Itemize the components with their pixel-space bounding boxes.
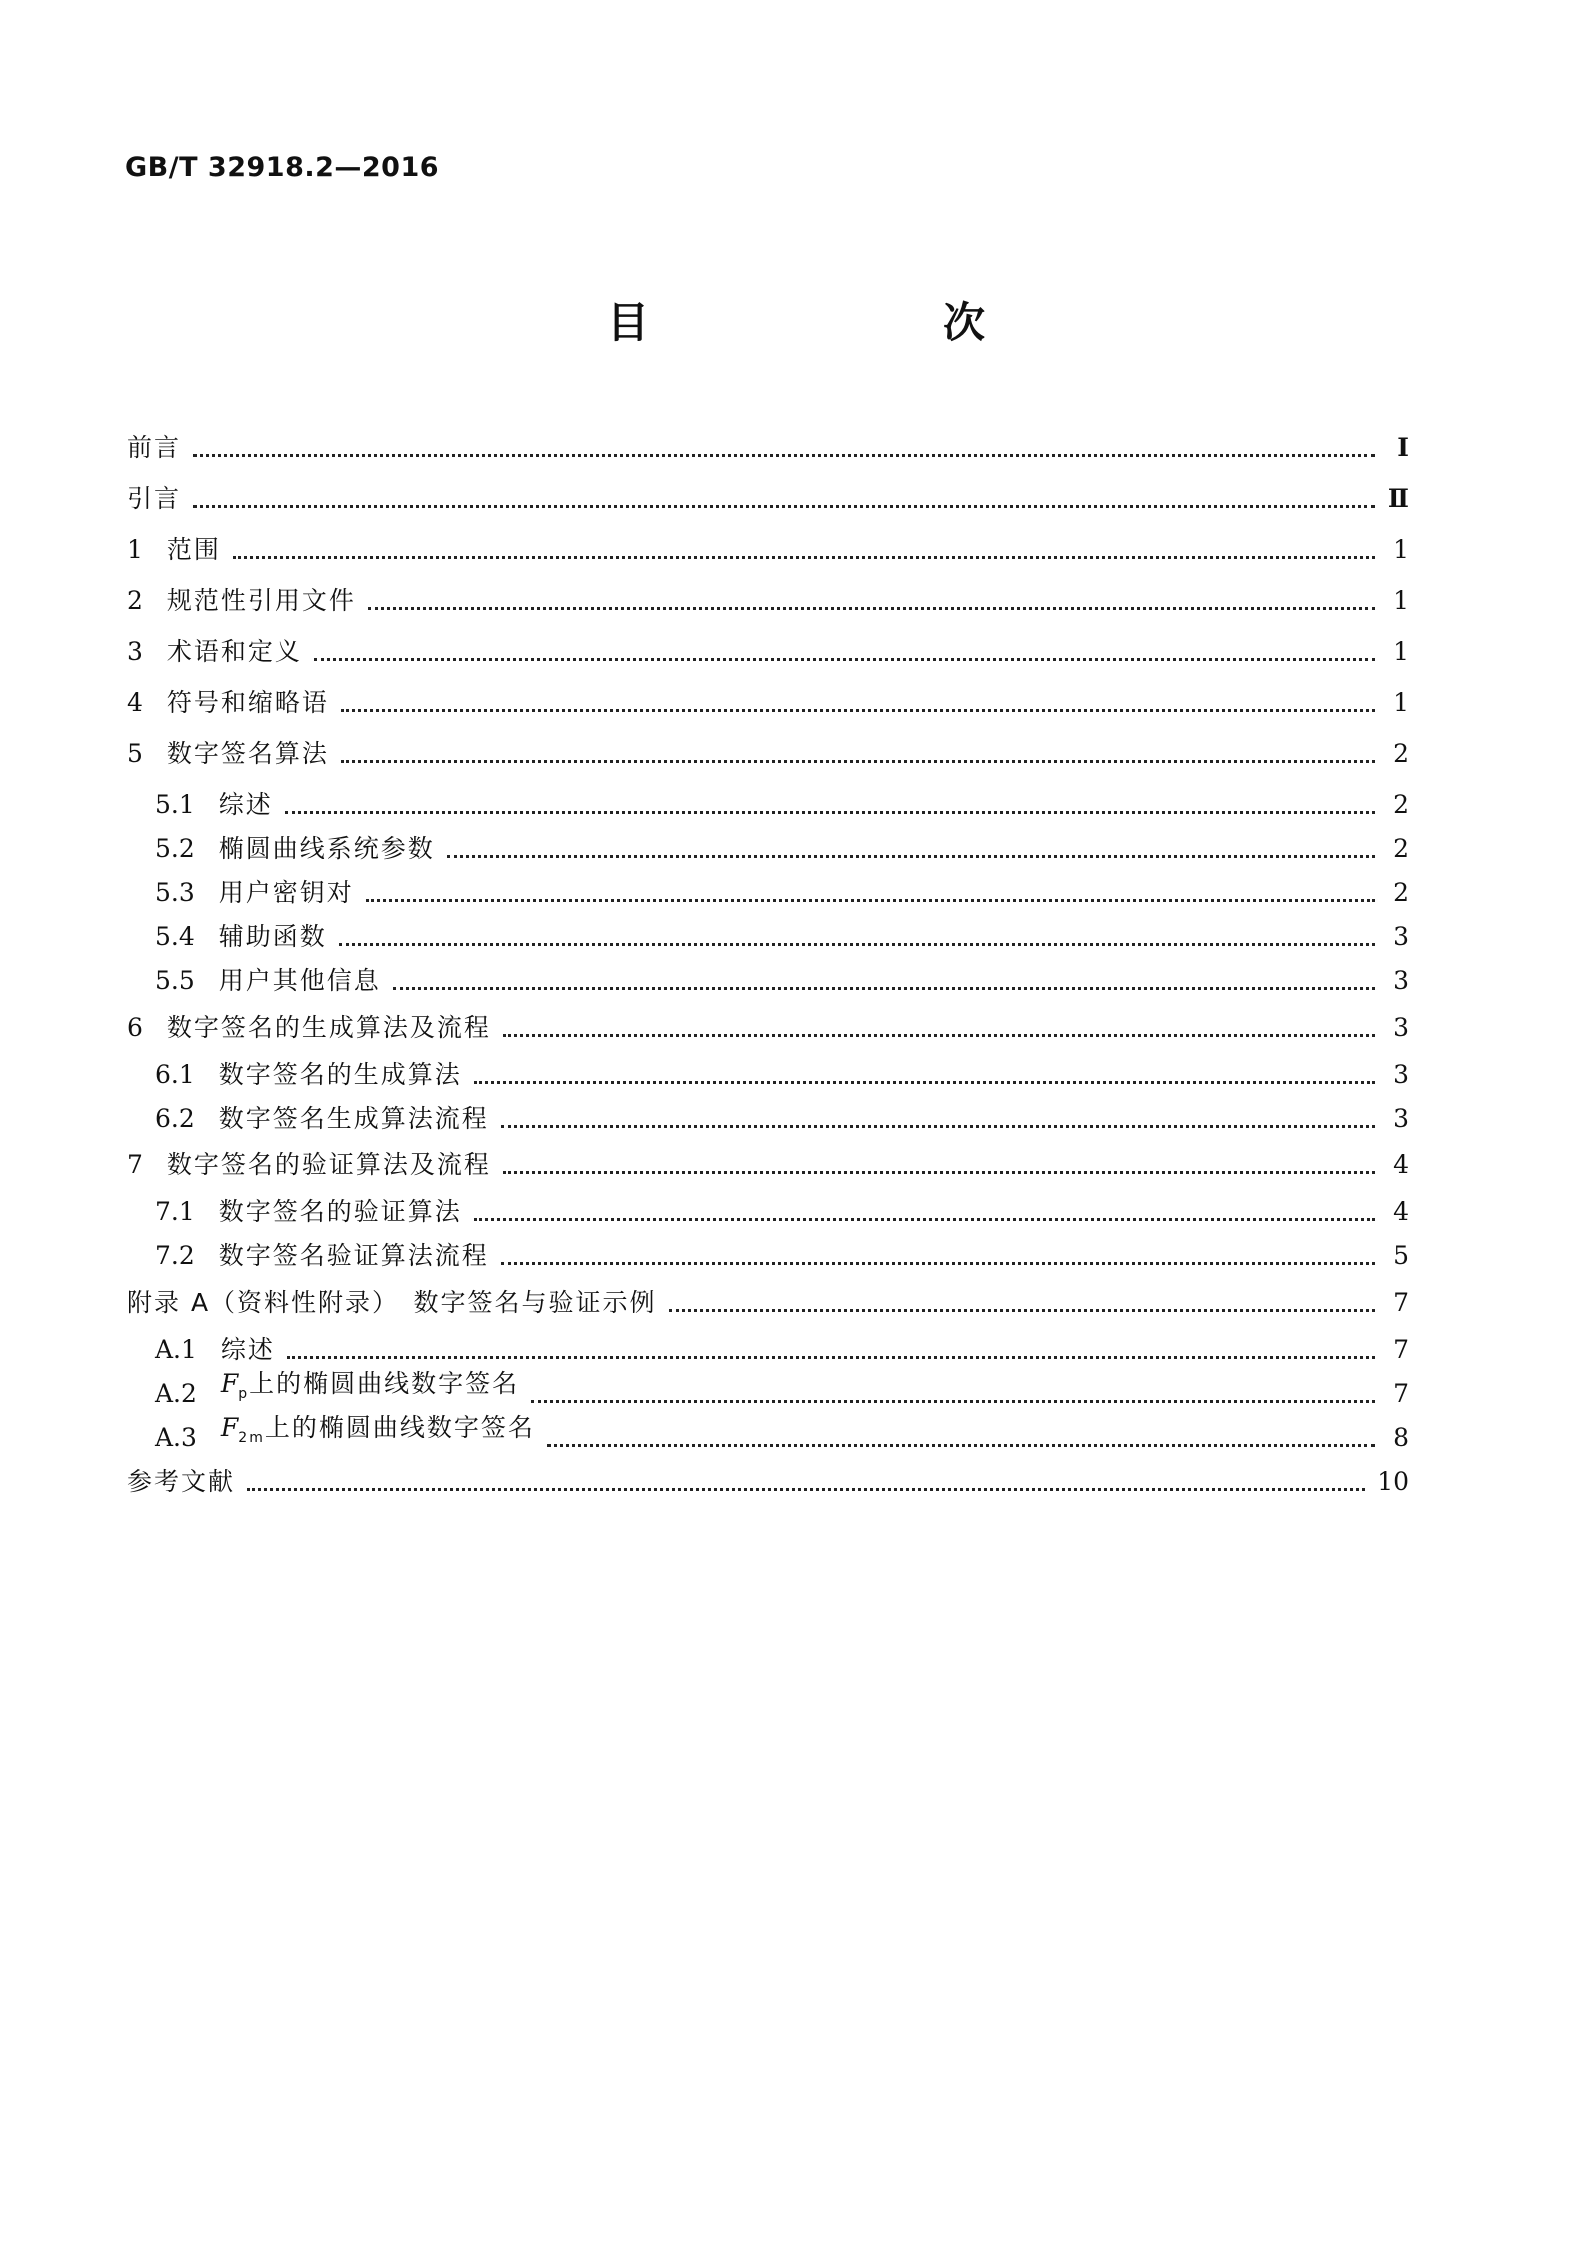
field-subscript: 2m: [238, 1430, 265, 1446]
leader-dots: [247, 1488, 1365, 1491]
toc-label: 术语和定义: [166, 637, 302, 666]
toc-number: A.3: [155, 1423, 197, 1452]
toc-label: [221, 1408, 535, 1458]
toc-label: 综述: [220, 1335, 275, 1364]
toc-label: 数字签名的生成算法: [218, 1060, 462, 1089]
toc-label: 椭圆曲线系统参数: [218, 834, 435, 863]
leader-dots: [547, 1444, 1375, 1447]
leader-dots: [287, 1356, 1375, 1359]
standard-code: GB/T 32918.2—2016: [125, 152, 440, 183]
toc-label: 前言: [127, 433, 182, 462]
toc-page: Ⅱ: [1387, 484, 1409, 513]
toc-entry-7-2[interactable]: [155, 1236, 1409, 1276]
toc-page: 3: [1393, 966, 1409, 995]
toc-page: Ⅰ: [1397, 433, 1409, 462]
leader-dots: [285, 811, 1375, 814]
toc-page: 2: [1393, 834, 1409, 863]
leader-dots: [339, 943, 1375, 946]
toc-label-text: 上的椭圆曲线数字签名: [249, 1369, 520, 1398]
toc-page: 8: [1393, 1423, 1409, 1452]
toc-number: 6: [127, 1013, 143, 1042]
toc-number: 5.5: [155, 966, 195, 995]
toc-page: 3: [1393, 1013, 1409, 1042]
leader-dots: [669, 1309, 1375, 1312]
toc-page: 2: [1393, 739, 1409, 768]
toc-number: 7: [127, 1150, 143, 1179]
toc-entry-3[interactable]: [127, 632, 1409, 672]
toc-entry-appendix-a[interactable]: [127, 1283, 1409, 1323]
toc-page: 2: [1393, 790, 1409, 819]
toc-number: 2: [127, 586, 143, 615]
toc-label: 综述: [218, 790, 273, 819]
toc-page: 7: [1393, 1288, 1409, 1317]
toc-page: 1: [1393, 535, 1409, 564]
toc-number: 5.3: [155, 878, 195, 907]
leader-dots: [501, 1262, 1375, 1265]
toc-label: 数字签名的生成算法及流程: [166, 1013, 491, 1042]
toc-page: 7: [1393, 1335, 1409, 1364]
leader-dots: [314, 658, 1375, 661]
toc-number: 5.4: [155, 922, 195, 951]
toc-page: 4: [1393, 1197, 1409, 1226]
toc-page: 3: [1393, 1060, 1409, 1089]
toc-number: 7.1: [155, 1197, 195, 1226]
toc-label: [221, 1364, 519, 1414]
toc-entry-5-1[interactable]: [155, 785, 1409, 825]
toc-label: 引言: [127, 484, 182, 513]
field-symbol: F: [220, 1413, 239, 1442]
leader-dots: [193, 505, 1375, 508]
toc-page: 4: [1393, 1150, 1409, 1179]
toc-number: 4: [127, 688, 143, 717]
toc-label: 附录 A（资料性附录） 数字签名与验证示例: [127, 1288, 657, 1317]
toc-page: 10: [1377, 1467, 1409, 1496]
toc-label: 范围: [166, 535, 221, 564]
leader-dots: [193, 454, 1375, 457]
toc-page: 1: [1393, 586, 1409, 615]
toc-label: 符号和缩略语: [166, 688, 329, 717]
toc-number: 3: [127, 637, 143, 666]
toc-page: 5: [1393, 1241, 1409, 1270]
toc-number: 1: [127, 535, 143, 564]
toc-label: 数字签名生成算法流程: [218, 1104, 489, 1133]
toc-entry-7[interactable]: [127, 1145, 1409, 1185]
toc-page: 1: [1393, 688, 1409, 717]
toc-entry-a-3[interactable]: [155, 1413, 1409, 1458]
leader-dots: [531, 1400, 1375, 1403]
leader-dots: [474, 1081, 1375, 1084]
leader-dots: [233, 556, 1375, 559]
leader-dots: [501, 1125, 1375, 1128]
toc-entry-5-3[interactable]: [155, 873, 1409, 913]
leader-dots: [366, 899, 1375, 902]
toc-label-text: 上的椭圆曲线数字签名: [264, 1413, 535, 1442]
toc-label: 辅助函数: [218, 922, 327, 951]
leader-dots: [341, 709, 1375, 712]
page-title: 目 次: [606, 298, 1055, 347]
toc-entry-2[interactable]: [127, 581, 1409, 621]
field-symbol: F: [220, 1369, 239, 1398]
toc-number: 5.2: [155, 834, 195, 863]
toc-number: 7.2: [155, 1241, 195, 1270]
toc-label: 用户密钥对: [218, 878, 354, 907]
toc-number: A.1: [155, 1335, 197, 1364]
leader-dots: [368, 607, 1375, 610]
toc-label: 参考文献: [127, 1467, 236, 1496]
toc-entry-5-2[interactable]: [155, 829, 1409, 869]
toc-entry-references[interactable]: [127, 1462, 1409, 1502]
toc-entry-introduction[interactable]: [127, 479, 1409, 519]
toc-label: 用户其他信息: [218, 966, 381, 995]
toc-entry-5[interactable]: [127, 734, 1409, 774]
toc-page: 2: [1393, 878, 1409, 907]
toc-entry-5-5[interactable]: [155, 961, 1409, 1001]
toc-number: 6.1: [155, 1060, 195, 1089]
toc-label: 数字签名验证算法流程: [218, 1241, 489, 1270]
toc-number: 5: [127, 739, 143, 768]
toc-label: 数字签名算法: [166, 739, 329, 768]
toc-entry-6[interactable]: [127, 1008, 1409, 1048]
leader-dots: [447, 855, 1375, 858]
toc-entry-1[interactable]: [127, 530, 1409, 570]
toc-page: 3: [1393, 1104, 1409, 1133]
toc-number: A.2: [155, 1379, 197, 1408]
toc-page: 3: [1393, 922, 1409, 951]
toc-page: 7: [1393, 1379, 1409, 1408]
toc-entry-6-2[interactable]: [155, 1099, 1409, 1139]
field-subscript: p: [238, 1386, 250, 1402]
toc-label: 数字签名的验证算法及流程: [166, 1150, 491, 1179]
toc-label: 规范性引用文件: [166, 586, 356, 615]
leader-dots: [393, 987, 1375, 990]
toc-entry-5-4[interactable]: [155, 917, 1409, 957]
toc-entry-4[interactable]: [127, 683, 1409, 723]
toc-entry-6-1[interactable]: [155, 1055, 1409, 1095]
toc-page: 1: [1393, 637, 1409, 666]
toc-entry-7-1[interactable]: [155, 1192, 1409, 1232]
leader-dots: [474, 1218, 1375, 1221]
toc-number: 5.1: [155, 790, 195, 819]
leader-dots: [341, 760, 1375, 763]
toc-label: 数字签名的验证算法: [218, 1197, 462, 1226]
leader-dots: [503, 1034, 1375, 1037]
leader-dots: [503, 1171, 1375, 1174]
toc-entry-foreword[interactable]: [127, 428, 1409, 468]
toc-number: 6.2: [155, 1104, 195, 1133]
